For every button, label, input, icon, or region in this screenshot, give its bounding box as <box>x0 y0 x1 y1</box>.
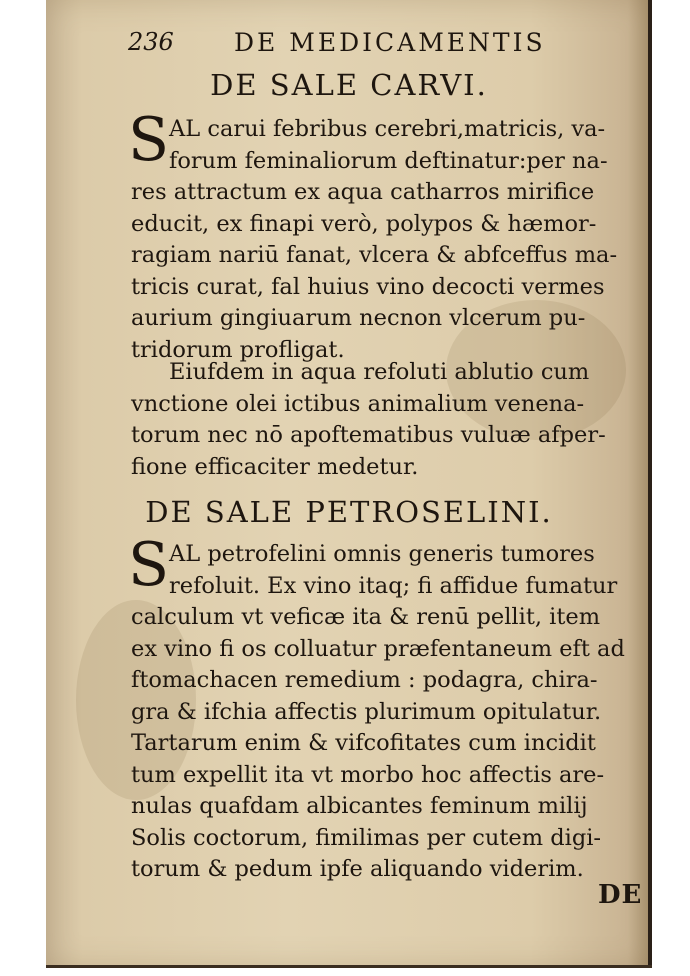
drop-cap: S <box>128 530 170 600</box>
drop-cap: S <box>128 105 170 175</box>
text-line: tricis curat, fal huius vino decocti vermes <box>131 273 605 300</box>
text-line: ex vino fi os colluatur præfentaneum eft ad <box>131 635 625 662</box>
catchword: DE <box>598 880 643 910</box>
text-line: gra & ifchia affectis plurimum opitulatur. <box>131 698 602 725</box>
book-page <box>46 0 652 968</box>
text-line: Solis coctorum, fimilimas per cutem digi- <box>131 824 602 851</box>
text-line: tridorum profligat. <box>131 336 345 363</box>
text-line: refoluit. Ex vino itaq; fi affidue fumatur <box>169 572 618 599</box>
text-line: torum & pedum ipfe aliquando viderim. <box>131 856 584 882</box>
text-line: nulas quafdam albicantes feminum milij <box>131 793 588 819</box>
text-line: res attractum ex aqua catharros mirifice <box>131 179 595 205</box>
text-line: ftomachacen remedium : podagra, chira- <box>131 667 598 693</box>
running-title: DE MEDICAMENTIS <box>234 28 546 57</box>
text-line: vnctione olei ictibus animalium venena- <box>131 390 585 417</box>
text-line: aurium gingiuarum necnon vlcerum pu- <box>131 305 586 331</box>
text-line: educit, ex finapi verò, polypos & hæmor- <box>131 210 597 237</box>
text-line: forum feminaliorum deftinatur:per na- <box>169 147 608 174</box>
page-edge-bottom <box>46 965 652 968</box>
text-line: ragiam nariū fanat, vlcera & abfceffus ma- <box>131 242 618 268</box>
text-line: calculum vt veficæ ita & renū pellit, item <box>131 604 601 630</box>
running-head <box>128 28 588 62</box>
text-line: fione efficaciter medetur. <box>131 453 419 480</box>
page-number: 236 <box>128 28 174 56</box>
text-line: Tartarum enim & vifcofitates cum incidit <box>131 730 596 756</box>
text-line: Eiufdem in aqua refoluti ablutio cum <box>169 359 590 385</box>
paragraph-sale-carvi <box>128 105 651 366</box>
section-title-sale-carvi: DE SALE CARVI. <box>210 68 488 102</box>
text-line: AL carui febribus cerebri,matricis, va- <box>169 116 606 142</box>
text-line: AL petrofelini omnis generis tumores <box>169 541 595 567</box>
text-line: tum expellit ita vt morbo hoc affectis are- <box>131 761 605 788</box>
paragraph-eiusdem <box>131 357 651 483</box>
text-line: torum nec nō apoftematibus vuluæ afper- <box>131 422 606 448</box>
section-title-sale-petroselini: DE SALE PETROSELINI. <box>145 495 553 529</box>
paragraph-sale-petroselini <box>128 530 651 886</box>
